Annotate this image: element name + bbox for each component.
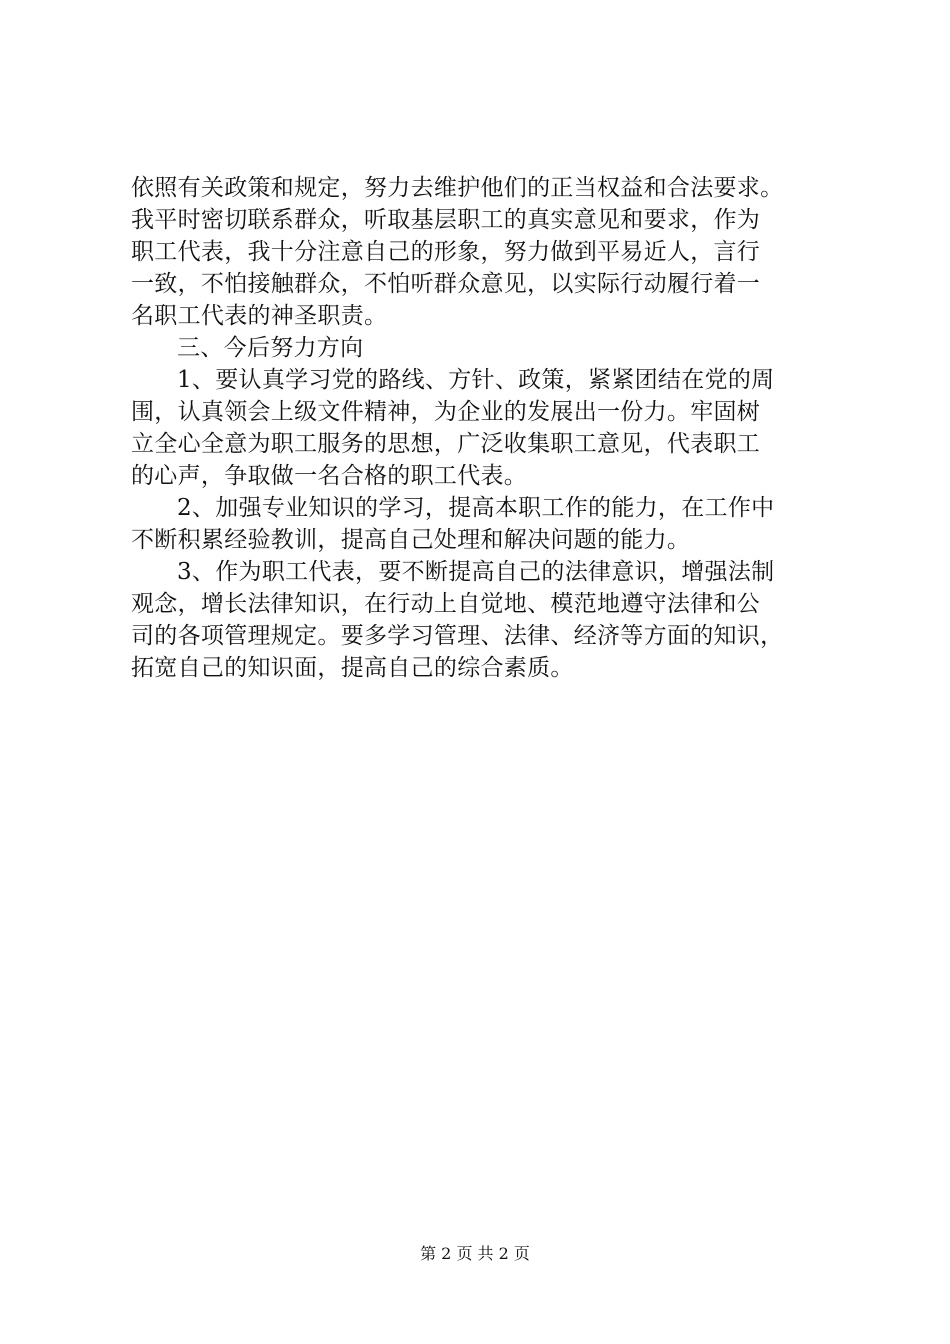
text-line: 依照有关政策和规定，努力去维护他们的正当权益和合法要求。 [131, 175, 784, 201]
text-line: 我平时密切联系群众，听取基层职工的真实意见和要求，作为 [131, 207, 761, 233]
text-line: 1、要认真学习党的路线、方针、政策，紧紧团结在党的周 [177, 367, 775, 393]
text-line: 3、作为职工代表，要不断提高自己的法律意识，增强法制 [177, 559, 775, 585]
text-line: 不断积累经验教训，提高自己处理和解决问题的能力。 [131, 527, 691, 553]
document-body [131, 172, 831, 684]
text-line: 拓宽自己的知识面，提高自己的综合素质。 [131, 655, 574, 681]
text-line: 围，认真领会上级文件精神，为企业的发展出一份力。牢固树 [131, 399, 761, 425]
text-line: 的心声，争取做一名合格的职工代表。 [131, 463, 528, 489]
text-line: 立全心全意为职工服务的思想，广泛收集职工意见，代表职工 [131, 431, 761, 457]
text-line: 观念，增长法律知识，在行动上自觉地、模范地遵守法律和公 [131, 591, 761, 617]
text-line: 2、加强专业知识的学习，提高本职工作的能力，在工作中 [177, 495, 775, 521]
text-line: 职工代表，我十分注意自己的形象，努力做到平易近人，言行 [131, 239, 761, 265]
text-line: 名职工代表的神圣职责。 [131, 303, 388, 329]
section-heading: 三、今后努力方向 [177, 335, 364, 361]
page-number: 第 2 页 共 2 页 [420, 1244, 530, 1263]
page-footer [0, 1244, 950, 1264]
text-line: 司的各项管理规定。要多学习管理、法律、经济等方面的知识， [131, 623, 784, 649]
text-line: 一致，不怕接触群众，不怕听群众意见，以实际行动履行着一 [131, 271, 761, 297]
